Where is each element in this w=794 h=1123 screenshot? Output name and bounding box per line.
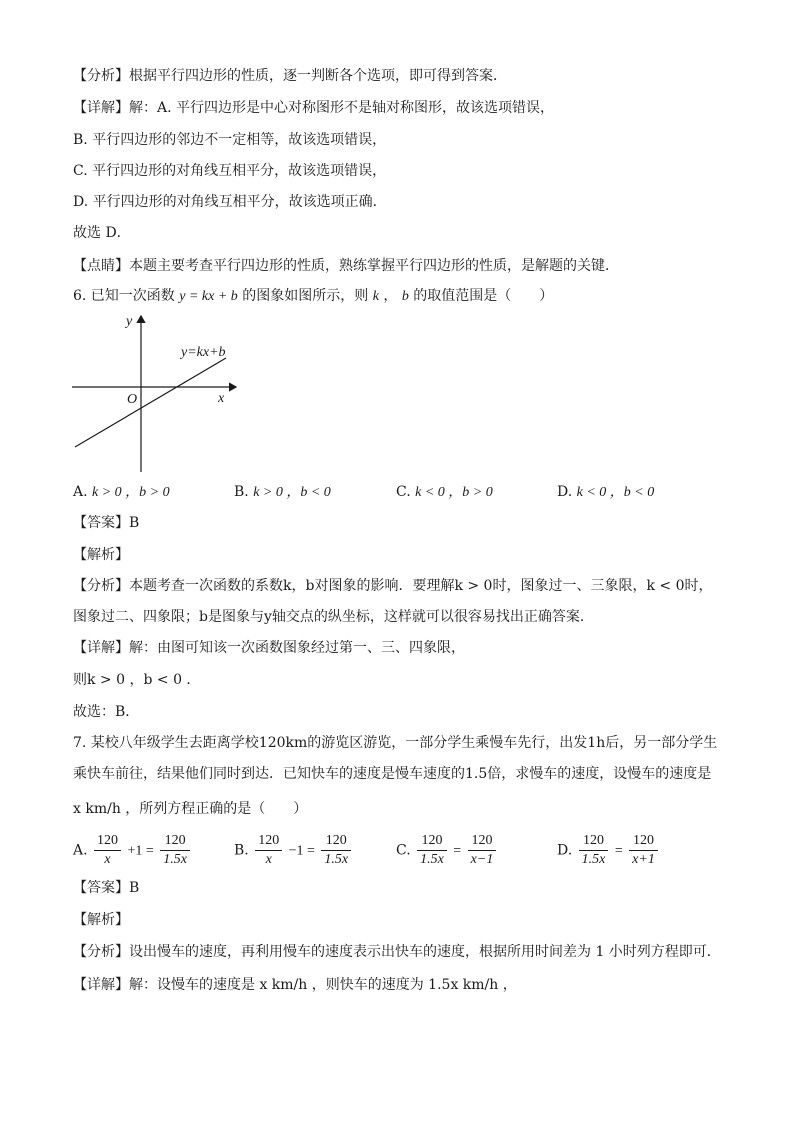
- q7-option-d[interactable]: D. $\frac{120}{1.5x}$ = $\frac{120}{x+1}$: [557, 832, 660, 869]
- q6-b: b: [401, 289, 409, 304]
- question-7-line2: 乘快车前往，结果他们同时到达．已知快车的速度是慢车速度的1.5倍，求慢车的速度，设慢车的速度是: [73, 766, 712, 782]
- detail-line-q5-a: 【详解】解：A. 平行四边形是中心对称图形不是轴对称图形，故该选项错误，: [73, 100, 555, 116]
- q6-option-a[interactable]: A. k > 0 ，b > 0: [73, 484, 170, 500]
- q6-option-b[interactable]: B. k > 0 ，b < 0: [234, 484, 331, 500]
- analysis-q6-line2: 图象过二、四象限；b是图象与y轴交点的纵坐标，这样就可以很容易找出正确答案．: [73, 609, 594, 625]
- question-7-line3: x km/h ，所列方程正确的是（ ）: [73, 801, 308, 817]
- frac-left: $\frac{120}{x}$: [94, 832, 121, 869]
- frac-left: $\frac{120}{x}$: [255, 832, 282, 869]
- frac-right: $\frac{120}{x-1}$: [468, 832, 497, 869]
- answer-q6: 【答案】B: [73, 515, 140, 531]
- conclusion-q5: 故选 D．: [73, 225, 131, 241]
- detail-line-q5-b: B. 平行四边形的邻边不一定相等，故该选项错误，: [73, 132, 387, 148]
- q7-option-a[interactable]: A. $\frac{120}{x}$ +1 = $\frac{120}{1.5x}$: [73, 832, 192, 869]
- analysis-q7: 【分析】设出慢车的速度，再利用慢车的速度表示出快车的速度，根据所用时间差为 1 小时列方程即可．: [73, 944, 721, 960]
- detail-q6-line2: 则k > 0 ，b < 0 ．: [73, 672, 201, 688]
- x-axis-label: x: [218, 391, 225, 406]
- q6-comma: ，: [383, 288, 398, 304]
- conclusion-q6: 故选：B．: [73, 704, 140, 720]
- detail-q6-line1: 【详解】解：由图可知该一次函数图象经过第一、三、四象限，: [73, 640, 465, 656]
- q7-option-c[interactable]: C. $\frac{120}{1.5x}$ = $\frac{120}{x-1}$: [396, 832, 498, 869]
- analysis-title-q6: 【解析】: [73, 547, 129, 563]
- q6-suffix: 的取值范围是（ ）: [413, 288, 554, 304]
- origin-label: O: [127, 392, 138, 407]
- frac-right: $\frac{120}{1.5x}$: [160, 832, 190, 869]
- function-line: [75, 358, 226, 447]
- q6-prefix: 6. 已知一次函数: [73, 288, 175, 304]
- frac-right: $\frac{120}{x+1}$: [629, 832, 658, 869]
- q7-option-b[interactable]: B. $\frac{120}{x}$ −1 = $\frac{120}{1.5x}$: [234, 832, 353, 869]
- q6-option-c[interactable]: C. k < 0 ，b > 0: [396, 484, 493, 500]
- detail-q7: 【详解】解：设慢车的速度是 x km/h ，则快车的速度为 1.5x km/h ，: [73, 977, 517, 993]
- q6-mid: 的图象如图所示，则: [242, 288, 369, 304]
- frac-right: $\frac{120}{1.5x}$: [321, 832, 351, 869]
- linear-function-graph: [68, 310, 248, 480]
- detail-line-q5-d: D. 平行四边形的对角线互相平分，故该选项正确．: [73, 194, 387, 210]
- question-7-line1: 7. 某校八年级学生去距离学校120km的游览区游览，一部分学生乘慢车先行，出发1h后，另一部分学生: [73, 735, 718, 751]
- analysis-title-q7: 【解析】: [73, 912, 129, 928]
- q6-option-d[interactable]: D. k < 0 ，b < 0: [557, 484, 655, 500]
- analysis-q6-line1: 【分析】本题考查一次函数的系数k，b对图象的影响．要理解k > 0时，图象过一、三象限，k < 0时，: [73, 578, 713, 594]
- answer-q7: 【答案】B: [73, 880, 140, 896]
- comment-q5: 【点睛】本题主要考查平行四边形的性质，熟练掌握平行四边形的性质，是解题的关键．: [73, 258, 619, 274]
- detail-line-q5-c: C. 平行四边形的对角线互相平分，故该选项错误，: [73, 163, 387, 179]
- q6-equation: y = kx + b: [179, 289, 238, 304]
- frac-left: $\frac{120}{1.5x}$: [417, 832, 447, 869]
- frac-left: $\frac{120}{1.5x}$: [579, 832, 609, 869]
- question-6: [73, 286, 553, 307]
- analysis-line-q5: 【分析】根据平行四边形的性质，逐一判断各个选项，即可得到答案．: [73, 68, 507, 84]
- y-axis-label: y: [126, 314, 133, 329]
- q6-k: k: [372, 289, 379, 304]
- line-label: y=kx+b: [181, 345, 226, 360]
